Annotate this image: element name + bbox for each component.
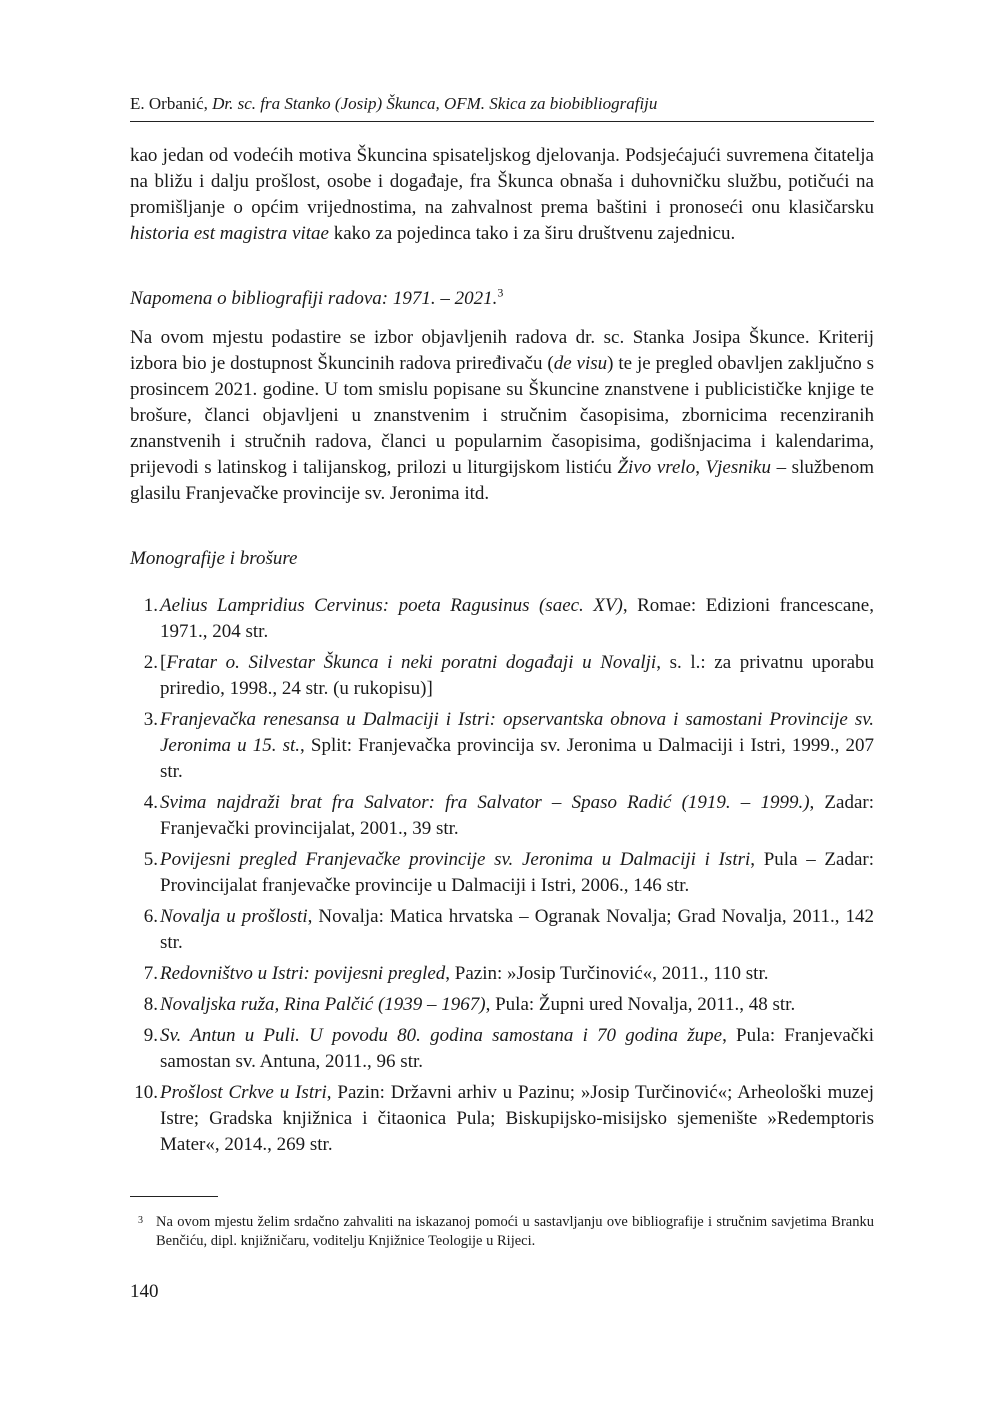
list-item-details: , Pazin: Državni arhiv u Pazinu; »Josip Turčinović«; Arheološki muzej Istre; Gradska knjižnica i čitaonica Pula; Biskupijsko-misijsko sjemenište »Redemptoris Mater«, 2014., 269 str. xyxy=(160,1082,874,1155)
footnote xyxy=(130,1213,874,1251)
list-item-title: Aelius Lampridius Cervinus: poeta Ragusinus (saec. XV) xyxy=(160,595,623,616)
list-item xyxy=(130,593,874,645)
napomena-paragraph xyxy=(130,325,874,507)
list-item xyxy=(130,650,874,702)
running-header xyxy=(130,93,874,122)
napomena-text-4: – službenom glasilu Franjevačke provincije sv. Jeronima itd. xyxy=(130,457,874,504)
intro-text-2: kako za pojedinca tako i za širu društvenu zajednicu. xyxy=(328,223,736,244)
list-item-details: , Pula: Franjevački samostan sv. Antuna, 2011., 96 str. xyxy=(160,1025,874,1072)
list-item xyxy=(130,904,874,956)
intro-paragraph xyxy=(130,143,874,247)
list-item-title: Fratar o. Silvestar Škunca i neki poratni događaji u Novalji xyxy=(166,652,657,673)
list-item-details: , Pula: Župni ured Novalja, 2011., 48 str. xyxy=(485,994,796,1015)
napomena-heading-text: Napomena o bibliografiji radova: 1971. – 2021. xyxy=(130,288,498,309)
list-item-details: , Novalja: Matica hrvatska – Ogranak Novalja; Grad Novalja, 2011., 142 str. xyxy=(160,906,874,953)
list-item xyxy=(130,961,874,987)
napomena-italic-de-visu: de visu xyxy=(553,353,608,374)
list-item xyxy=(130,790,874,842)
list-item-title: Prošlost Crkve u Istri xyxy=(160,1082,327,1103)
list-item-number: 8. xyxy=(143,994,158,1015)
page-number: 140 xyxy=(130,1281,159,1302)
list-item-details: , Pula – Zadar: Provincijalat franjevačke provincije u Dalmaciji i Istri, 2006., 146 str. xyxy=(160,849,874,896)
napomena-text-1: Na ovom mjestu podastire se izbor objavljenih radova dr. sc. Stanka Josipa Škunce. Kriterij izbora bio je dostupnost Škuncinih radova priređivaču ( xyxy=(130,327,874,374)
header-title: Dr. sc. fra Stanko (Josip) Škunca, OFM. Skica za biobibliografiju xyxy=(212,94,658,113)
list-item-details: , Zadar: Franjevački provincijalat, 2001., 39 str. xyxy=(160,792,875,839)
list-item-title: Novaljska ruža, Rina Palčić (1939 – 1967) xyxy=(160,994,486,1015)
napomena-italic-zivo-vrelo: Živo vrelo xyxy=(617,457,696,478)
list-item-details: , Split: Franjevačka provincija sv. Jeronima u Dalmaciji i Istri, 1999., 207 str. xyxy=(160,735,875,782)
list-item xyxy=(130,847,874,899)
list-item xyxy=(130,1080,874,1158)
list-item-number: 2. xyxy=(143,652,158,673)
list-item xyxy=(130,1023,874,1075)
napomena-text-3: , xyxy=(695,457,706,478)
list-item-title: Redovništvo u Istri: povijesni pregled xyxy=(160,963,446,984)
footnote-mark: 3 xyxy=(138,1215,143,1226)
list-item xyxy=(130,992,874,1018)
list-item-number: 6. xyxy=(143,906,158,927)
header-author: E. Orbanić, xyxy=(130,94,208,113)
napomena-text-2: ) te je pregled obavljen zaključno s prosincem 2021. godine. U tom smislu popisane su Škuncine znanstvene i publicističke knjige te brošure, članci objavljeni u znanstvenim i stručnim časopisima, zbornicima recenziranih znanstvenih i stručnih radova, članci u popularnim časopisima, godišnjacima i kalendarima, prijevodi s latinskog i talijanskog, prilozi u liturgijskom listiću xyxy=(130,353,874,478)
napomena-italic-vjesniku: Vjesniku xyxy=(705,457,771,478)
list-item-number: 5. xyxy=(143,849,158,870)
footnote-divider xyxy=(130,1196,218,1197)
footnote-reference[interactable]: 3 xyxy=(497,285,504,300)
list-item-title: Povijesni pregled Franjevačke provincije sv. Jeronima u Dalmaciji i Istri xyxy=(160,849,751,870)
list-item-details: , Romae: Edizioni francescane, 1971., 204 str. xyxy=(160,595,874,642)
list-item-number: 9. xyxy=(143,1025,158,1046)
list-item-title: Sv. Antun u Puli. U povodu 80. godina samostana i 70 godina župe xyxy=(160,1025,723,1046)
list-item-number: 10. xyxy=(134,1082,158,1103)
list-item-number: 3. xyxy=(143,709,158,730)
list-item-number: 4. xyxy=(143,792,158,813)
list-item-prefix: [ xyxy=(160,652,167,673)
intro-latin-phrase: historia est magistra vitae xyxy=(130,223,329,244)
footnote-text: Na ovom mjestu želim srdačno zahvaliti na iskazanoj pomoći u sastavljanju ove bibliografije i stručnim savjetima Branku Benčiću, dipl. knjižničaru, voditelju Knjižnice Teologije u Rijeci. xyxy=(156,1214,874,1249)
list-item-details: , Pazin: »Josip Turčinović«, 2011., 110 str. xyxy=(445,963,769,984)
napomena-heading xyxy=(130,286,503,312)
intro-text-1: kao jedan od vodećih motiva Škuncina spisateljskog djelovanja. Podsjećajući suvremena čitatelja na bližu i dalju prošlost, osobe i događaje, fra Škunca obnaša i duhovničku službu, potičući na promišljanje o općim vrijednostima, na zahvalnost prema baštini i pronoseći onu klasičarsku xyxy=(130,145,874,218)
list-item-title: Novalja u prošlosti xyxy=(160,906,308,927)
monografije-heading: Monografije i brošure xyxy=(130,548,298,569)
list-item-details: , s. l.: za privatnu uporabu priredio, 1998., 24 str. (u rukopisu)] xyxy=(160,652,874,699)
list-item-number: 7. xyxy=(143,963,158,984)
list-item-number: 1. xyxy=(143,595,158,616)
list-item-title: Franjevačka renesansa u Dalmaciji i Istri: opservantska obnova i samostani Provincije sv. Jeronima u 15. st. xyxy=(160,709,874,756)
list-item xyxy=(130,707,874,785)
list-item-title: Svima najdraži brat fra Salvator: fra Salvator – Spaso Radić (1919. – 1999.) xyxy=(160,792,810,813)
monografije-list xyxy=(130,593,874,1163)
